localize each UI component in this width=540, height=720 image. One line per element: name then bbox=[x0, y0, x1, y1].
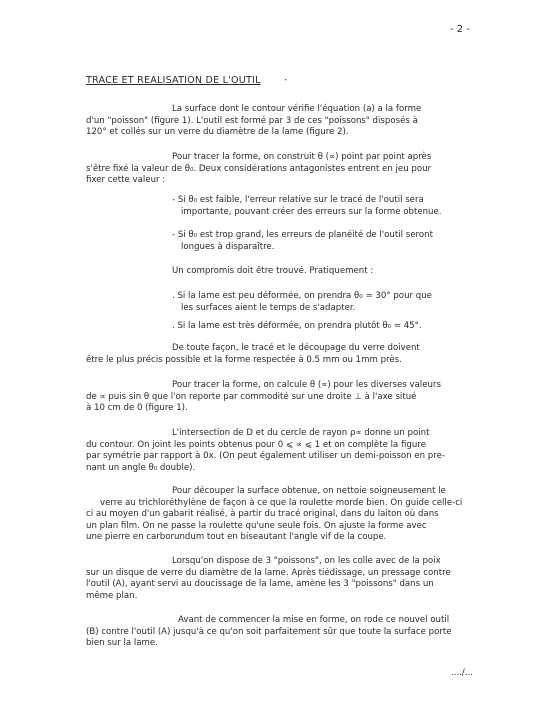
text-line: par symétrie par rapport à 0x. (On peut également utiliser un demi-poisson en pre- bbox=[86, 451, 445, 462]
text-line: Pour tracer la forme, on construit θ (∝) point par point après bbox=[172, 152, 432, 162]
bullet-very-deformed bbox=[172, 321, 422, 333]
text-line: les surfaces aient le temps de s'adapter. bbox=[181, 302, 356, 313]
text-line: l'outil (A), ayant servi au doucissage de la lame, amène les 3 "poissons" dans un bbox=[86, 579, 434, 590]
text-line: Avant de commencer la mise en forme, on rode ce nouvel outil bbox=[178, 615, 450, 625]
text-line: du contour. On joint les points obtenus pour 0 ⩽ ∝ ⩽ 1 et on complète la figure bbox=[86, 439, 426, 450]
paragraph-cutting bbox=[86, 486, 462, 544]
text-line: longues à disparaître. bbox=[181, 241, 275, 252]
paragraph-poisson-shape bbox=[86, 104, 421, 139]
text-line: même plan. bbox=[86, 590, 138, 601]
paragraph-intersection bbox=[86, 428, 445, 474]
text-line: Pour tracer la forme, on calcule θ (∝) pour les diverses valeurs bbox=[172, 380, 441, 390]
text-line: La surface dont le contour vérifie l'équation (a) a la forme bbox=[172, 104, 422, 114]
bullet-slightly-deformed bbox=[172, 291, 432, 314]
text-line: une pierre en carborundum tout en biseautant l'angle vif de la coupe. bbox=[86, 532, 387, 543]
text-line: . Si la lame est peu déformée, on prendra θ₀ ≃ 30° pour que bbox=[172, 291, 432, 301]
text-line: sur un disque de verre du diamètre de la lame. Après tiédissage, un pressage contre bbox=[86, 567, 451, 578]
text-line: s'être fixé la valeur de θ₀. Deux considérations antagonistes entrent en jeu pour bbox=[86, 163, 432, 174]
paragraph-lapping bbox=[86, 615, 452, 650]
bullet-high-theta bbox=[172, 230, 433, 253]
paragraph-compromise bbox=[172, 266, 373, 278]
text-line: un plan film. On ne passe la roulette qu'une seule fois. On ajuste la forme avec bbox=[86, 520, 427, 531]
text-line: ci au moyen d'un gabarit réalisé, à partir du tracé original, dans du laiton où dans bbox=[86, 509, 439, 520]
text-line: d'un "poisson" (figure 1). L'outil est formé par 3 de ces "poissons" disposés à bbox=[86, 115, 418, 126]
text-line: Un compromis doit être trouvé. Pratiquement : bbox=[172, 266, 374, 276]
paragraph-precision bbox=[86, 343, 420, 366]
text-line: bien sur la lame. bbox=[86, 638, 158, 649]
text-line: . Si la lame est très déformée, on prendra plutôt θ₀ ≃ 45°. bbox=[172, 321, 422, 331]
text-line: 120° et collés sur un verre du diamètre de la lame (figure 2). bbox=[86, 127, 349, 138]
page-number: - 2 - bbox=[450, 24, 470, 35]
paragraph-calculation bbox=[86, 380, 441, 415]
text-line: nant un angle θ₀ double). bbox=[86, 462, 196, 473]
text-line: De toute façon, le tracé et le découpage du verre doivent bbox=[172, 343, 420, 353]
text-line: à 10 cm de 0 (figure 1). bbox=[86, 403, 188, 414]
text-line: être le plus précis possible et la forme respectée à 0.5 mm ou 1mm près. bbox=[86, 354, 402, 365]
text-line: (B) contre l'outil (A) jusqu'à ce qu'on soit parfaitement sûr que toute la surface porte bbox=[86, 626, 452, 637]
text-line: - Si θ₀ est trop grand, les erreurs de planéité de l'outil seront bbox=[172, 230, 433, 240]
bullet-low-theta bbox=[172, 195, 442, 218]
paragraph-gluing bbox=[86, 556, 451, 602]
text-line: importante, pouvant créer des erreurs sur la forme obtenue. bbox=[181, 206, 442, 217]
text-line: Lorsqu'on dispose de 3 "poissons", on les colle avec de la poix bbox=[172, 556, 441, 566]
paragraph-construction bbox=[86, 152, 431, 187]
section-title-dash: - bbox=[284, 75, 288, 85]
section-title: TRACE ET REALISATION DE L'OUTIL bbox=[86, 75, 261, 86]
continuation-mark: ..../... bbox=[451, 668, 474, 678]
text-line: de ∝ puis sin θ que l'on reporte par commodité sur une droite ⊥ à l'axe situé bbox=[86, 391, 417, 402]
text-line: - Si θ₀ est faible, l'erreur relative sur le tracé de l'outil sera bbox=[172, 195, 424, 205]
text-line: Pour découper la surface obtenue, on nettoie soigneusement le bbox=[172, 486, 446, 496]
text-line: verre au trichloréthylène de façon à ce que la roulette morde bien. On guide celle-ci bbox=[100, 497, 463, 508]
text-line: fixer cette valeur : bbox=[86, 175, 166, 186]
text-line: L'intersection de D et du cercle de rayon ρ∝ donne un point bbox=[172, 428, 430, 438]
